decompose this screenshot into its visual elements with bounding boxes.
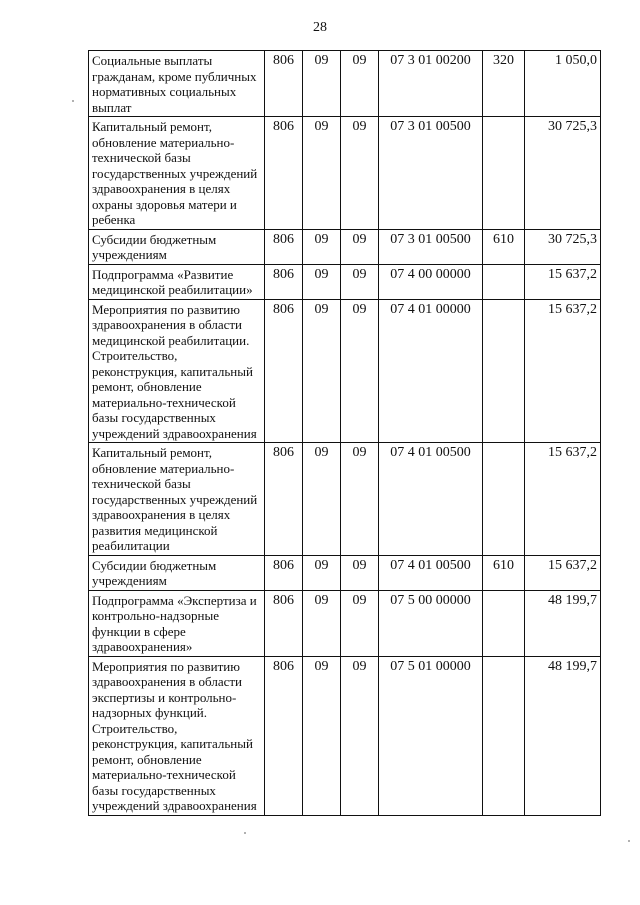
expense-type-cell: 320 bbox=[483, 51, 525, 117]
target-code-cell: 07 4 01 00500 bbox=[379, 443, 483, 556]
amount-cell: 48 199,7 bbox=[525, 656, 601, 815]
amount-cell: 30 725,3 bbox=[525, 117, 601, 230]
amount-cell: 1 050,0 bbox=[525, 51, 601, 117]
section-code-cell: 09 bbox=[303, 555, 341, 590]
item-name-cell: Подпрограмма «Экспертиза и контрольно-надзорные функции в сфере здравоохранения» bbox=[89, 590, 265, 656]
target-code-cell: 07 4 00 00000 bbox=[379, 264, 483, 299]
item-name-cell: Капитальный ремонт, обновление материально-технической базы государственных учреждений здравоохранения в целях развития медицинской реабилитации bbox=[89, 443, 265, 556]
amount-cell: 15 637,2 bbox=[525, 443, 601, 556]
expense-type-cell bbox=[483, 656, 525, 815]
subsection-code-cell: 09 bbox=[341, 229, 379, 264]
ministry-code-cell: 806 bbox=[265, 656, 303, 815]
subsection-code-cell: 09 bbox=[341, 299, 379, 443]
amount-cell: 30 725,3 bbox=[525, 229, 601, 264]
ministry-code-cell: 806 bbox=[265, 299, 303, 443]
table-row bbox=[89, 229, 601, 264]
subsection-code-cell: 09 bbox=[341, 656, 379, 815]
item-name-cell: Капитальный ремонт, обновление материально-технической базы государственных учреждений здравоохранения в целях охраны здоровья матери и ребенка bbox=[89, 117, 265, 230]
item-name-cell: Субсидии бюджетным учреждениям bbox=[89, 229, 265, 264]
budget-table bbox=[88, 50, 601, 816]
expense-type-cell: 610 bbox=[483, 555, 525, 590]
item-name-cell: Подпрограмма «Развитие медицинской реабилитации» bbox=[89, 264, 265, 299]
section-code-cell: 09 bbox=[303, 590, 341, 656]
section-code-cell: 09 bbox=[303, 264, 341, 299]
item-name-cell: Субсидии бюджетным учреждениям bbox=[89, 555, 265, 590]
target-code-cell: 07 4 01 00000 bbox=[379, 299, 483, 443]
ministry-code-cell: 806 bbox=[265, 117, 303, 230]
target-code-cell: 07 4 01 00500 bbox=[379, 555, 483, 590]
amount-cell: 15 637,2 bbox=[525, 264, 601, 299]
subsection-code-cell: 09 bbox=[341, 264, 379, 299]
page-number: 28 bbox=[313, 20, 327, 35]
ministry-code-cell: 806 bbox=[265, 443, 303, 556]
ministry-code-cell: 806 bbox=[265, 555, 303, 590]
scan-speck bbox=[244, 832, 246, 834]
table-row bbox=[89, 555, 601, 590]
table-row bbox=[89, 656, 601, 815]
target-code-cell: 07 3 01 00200 bbox=[379, 51, 483, 117]
section-code-cell: 09 bbox=[303, 229, 341, 264]
subsection-code-cell: 09 bbox=[341, 443, 379, 556]
expense-type-cell bbox=[483, 299, 525, 443]
amount-cell: 15 637,2 bbox=[525, 299, 601, 443]
amount-cell: 15 637,2 bbox=[525, 555, 601, 590]
expense-type-cell bbox=[483, 264, 525, 299]
section-code-cell: 09 bbox=[303, 51, 341, 117]
item-name-cell: Мероприятия по развитию здравоохранения в области экспертизы и контрольно-надзорных функций. Строительство, реконструкция, капитальный ремонт, обновление материально-технической базы государственных учреждений здравоохранения bbox=[89, 656, 265, 815]
ministry-code-cell: 806 bbox=[265, 229, 303, 264]
budget-table-body bbox=[89, 51, 601, 816]
target-code-cell: 07 5 01 00000 bbox=[379, 656, 483, 815]
expense-type-cell: 610 bbox=[483, 229, 525, 264]
section-code-cell: 09 bbox=[303, 656, 341, 815]
scan-speck bbox=[72, 100, 74, 102]
target-code-cell: 07 3 01 00500 bbox=[379, 117, 483, 230]
section-code-cell: 09 bbox=[303, 443, 341, 556]
subsection-code-cell: 09 bbox=[341, 117, 379, 230]
ministry-code-cell: 806 bbox=[265, 590, 303, 656]
expense-type-cell bbox=[483, 590, 525, 656]
table-row bbox=[89, 443, 601, 556]
subsection-code-cell: 09 bbox=[341, 590, 379, 656]
section-code-cell: 09 bbox=[303, 117, 341, 230]
section-code-cell: 09 bbox=[303, 299, 341, 443]
target-code-cell: 07 5 00 00000 bbox=[379, 590, 483, 656]
item-name-cell: Мероприятия по развитию здравоохранения в области медицинской реабилитации. Строительство, реконструкция, капитальный ремонт, обновление материально-технической базы государственных учреждений здравоохранения bbox=[89, 299, 265, 443]
amount-cell: 48 199,7 bbox=[525, 590, 601, 656]
table-row bbox=[89, 51, 601, 117]
expense-type-cell bbox=[483, 443, 525, 556]
ministry-code-cell: 806 bbox=[265, 51, 303, 117]
table-row bbox=[89, 590, 601, 656]
target-code-cell: 07 3 01 00500 bbox=[379, 229, 483, 264]
subsection-code-cell: 09 bbox=[341, 51, 379, 117]
table-row bbox=[89, 264, 601, 299]
scan-speck bbox=[628, 840, 630, 842]
item-name-cell: Социальные выплаты гражданам, кроме публичных нормативных социальных выплат bbox=[89, 51, 265, 117]
ministry-code-cell: 806 bbox=[265, 264, 303, 299]
subsection-code-cell: 09 bbox=[341, 555, 379, 590]
table-row bbox=[89, 117, 601, 230]
expense-type-cell bbox=[483, 117, 525, 230]
table-row bbox=[89, 299, 601, 443]
